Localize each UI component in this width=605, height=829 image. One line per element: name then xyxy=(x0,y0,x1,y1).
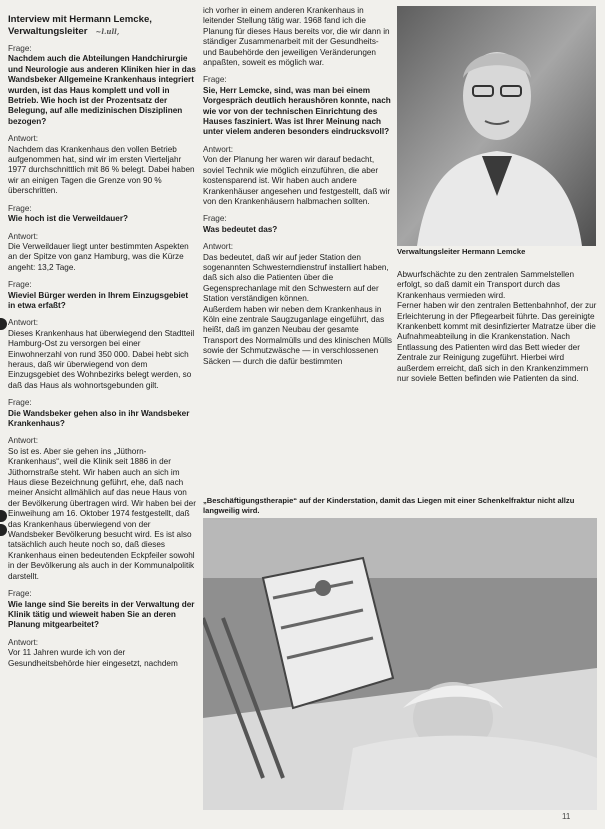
column-middle xyxy=(203,6,392,492)
column-left xyxy=(8,14,196,822)
speaker-label: Antwort: xyxy=(8,436,39,446)
signature: ~l.ull, xyxy=(95,26,120,36)
answer-text: Dieses Krankenhaus hat überwiegend den Stadtteil Hamburg-Ost zu versorgen bei einer Einwohnerzahl von rund 350 000. Dabei hebt sich heraus, daß wir überwiegend von dem Einzugsgebiet des Wohnbezirks belegt werden, so daß das Haus als wohnortsgebunden gilt. xyxy=(8,328,195,390)
answer-text: Nachdem das Krankenhaus den vollen Betrieb aufgenommen hat, sind wir im ersten Vierteljahr 1977 durchschnittlich mit 86 % belegt. Dabei haben wir an einigen Tagen die Grenze von 90 % überschritten. xyxy=(8,144,195,196)
speaker-label: Antwort: xyxy=(8,637,39,647)
column-left-body xyxy=(8,44,196,669)
answer-text: Ferner haben wir den zentralen Bettenbahnhof, der zur Erleichterung in der Pflegearbeit führte. Das gereinigte Krankenbett kommt mit desinfizierter Matratze über die Aufnahmeabteilung in die Krankenstation. Nach Entlassung des Patienten wird das Bett wieder der Zentrale zur Reinigung zugeführt. Hierbei wird außerdem erreicht, daß sich in den Krankenzimmern nur soviele Betten befinden wie Patienten da sind. xyxy=(397,301,597,384)
children-ward-illustration xyxy=(203,518,597,810)
speaker-label: Frage: xyxy=(8,589,32,599)
portrait-illustration xyxy=(397,6,596,246)
question-text: Wieviel Bürger werden in Ihrem Einzugsgebiet in etwa erfaßt? xyxy=(8,290,189,310)
question-text: Die Wandsbeker gehen also in ihr Wandsbeker Krankenhaus? xyxy=(8,408,190,428)
page-number: 11 xyxy=(562,812,571,821)
answer-text: Außerdem haben wir neben dem Krankenhaus in Köln eine zentrale Saugzuganlage eingeführt, das heißt, daß im ganzen Neubau der gesamte Transport des Normalmülls und des klinischen Mülls sowie der Schmutzwäsche — in verschlossenen Säcken — durch die dafür bestimmten xyxy=(203,304,392,366)
speaker-label: Antwort: xyxy=(203,242,234,252)
question-text: Wie hoch ist die Verweildauer? xyxy=(8,214,129,224)
column-right xyxy=(397,270,597,492)
children-photo-caption: „Beschäftigungstherapie“ auf der Kinderstation, damit das Liegen mit einer Schenkelfraktur nicht allzu langweilig wird. xyxy=(203,496,575,515)
answer-text: Von der Planung her waren wir darauf bedacht, soviel Technik wie möglich einzuführen, die aber kostensparend ist. Wir haben auch andere Krankenhäuser angesehen und festgestellt, daß wir von den Krankenhäusern halbmachen sollten. xyxy=(203,155,391,206)
speaker-label: Frage: xyxy=(8,44,32,53)
answer-text: Das bedeutet, daß wir auf jeder Station den sogenannten Schwesterndienstruf installiert haben, daß sich also die Patienten über die Gegensprechanlage mit den Schwestern auf der Station verständigen können. xyxy=(203,252,389,304)
speaker-label: Frage: xyxy=(8,398,32,408)
speaker-label: Frage: xyxy=(8,203,32,213)
children-ward-photo xyxy=(203,518,597,810)
question-text: Was bedeutet das? xyxy=(203,224,278,234)
speaker-label: Antwort: xyxy=(203,144,234,154)
question-text: Wie lange sind Sie bereits in der Verwaltung der Klinik tätig und wieweit haben Sie an deren Planung mitgearbeitet? xyxy=(8,599,195,630)
article-title: Interview mit Hermann Lemcke, Verwaltungsleiter ~l.ull, xyxy=(8,14,152,37)
question-text: Nachdem auch die Abteilungen Handchirurgie und Neurologie aus anderen Kliniken hier in das Wandsbeker Allgemeine Krankenhaus integriert wurden, ist das Haus komplett und voll in Betrieb. Wie hoch ist der Prozentsatz der Belegung, auf alle medizinischen Disziplinen bezogen? xyxy=(8,54,196,126)
column-right-body xyxy=(397,270,597,384)
speaker-label: Antwort: xyxy=(8,231,39,241)
speaker-label: Frage: xyxy=(8,280,32,290)
answer-text: So ist es. Aber sie gehen ins „Jüthorn-Krankenhaus“, weil die Klinik seit 1886 in der Jüthornstraße steht. Wir haben auch an sich im Haus diese Bezeichnung geführt, ehe, daß nach meiner Ansicht allmählich auf das neue Haus von der Bevölkerung übertragen wird. Wir haben bei der Einweihung am 16. Oktober 1974 festgestellt, daß das Krankenhaus überwiegend von der Wandsbeker Bevölkerung besucht wird. Es ist also tatsächlich auch heute noch so, daß dieses Krankenhaus einen bedeutenden Eckpfeiler sowohl in der Bevölkerung als auch in der Kommunalpolitik darstellt. xyxy=(8,446,196,581)
portrait-photo xyxy=(397,6,596,246)
speaker-label: Antwort: xyxy=(8,134,39,144)
speaker-label: Frage: xyxy=(203,214,227,224)
answer-text: ich vorher in einem anderen Krankenhaus in leitender Stellung tätig war. 1968 fand ich die Planung für dieses Haus bereits vor, die wir dann in ständiger Zusammenarbeit mit der Gesundheits- und Baubehörde den jeweiligen Veränderungen anpaßten, soweit es möglich war. xyxy=(203,6,390,68)
answer-text: Abwurfschächte zu den zentralen Sammelstellen erfolgt, so daß damit ein Transport durch das Krankenhaus vermieden wird. xyxy=(397,270,575,300)
column-middle-body xyxy=(203,6,392,367)
question-text: Sie, Herr Lemcke, sind, was man bei einem Vorgespräch deutlich heraushören konnte, nach wie vor von der technischen Einrichtung des Hauses fasziniert. Was ist Ihrer Meinung nach unter vielem anderen besonders eindrucksvoll? xyxy=(203,85,391,137)
answer-text: Die Verweildauer liegt unter bestimmten Aspekten an der Spitze von ganz Hamburg, was die Kürze angeht: 13,2 Tage. xyxy=(8,241,189,272)
speaker-label: Frage: xyxy=(203,75,227,85)
answer-text: Vor 11 Jahren wurde ich von der Gesundheitsbehörde hier eingesetzt, nachdem xyxy=(8,648,178,668)
speaker-label: Antwort: xyxy=(8,318,39,328)
portrait-caption: Verwaltungsleiter Hermann Lemcke xyxy=(397,247,526,256)
